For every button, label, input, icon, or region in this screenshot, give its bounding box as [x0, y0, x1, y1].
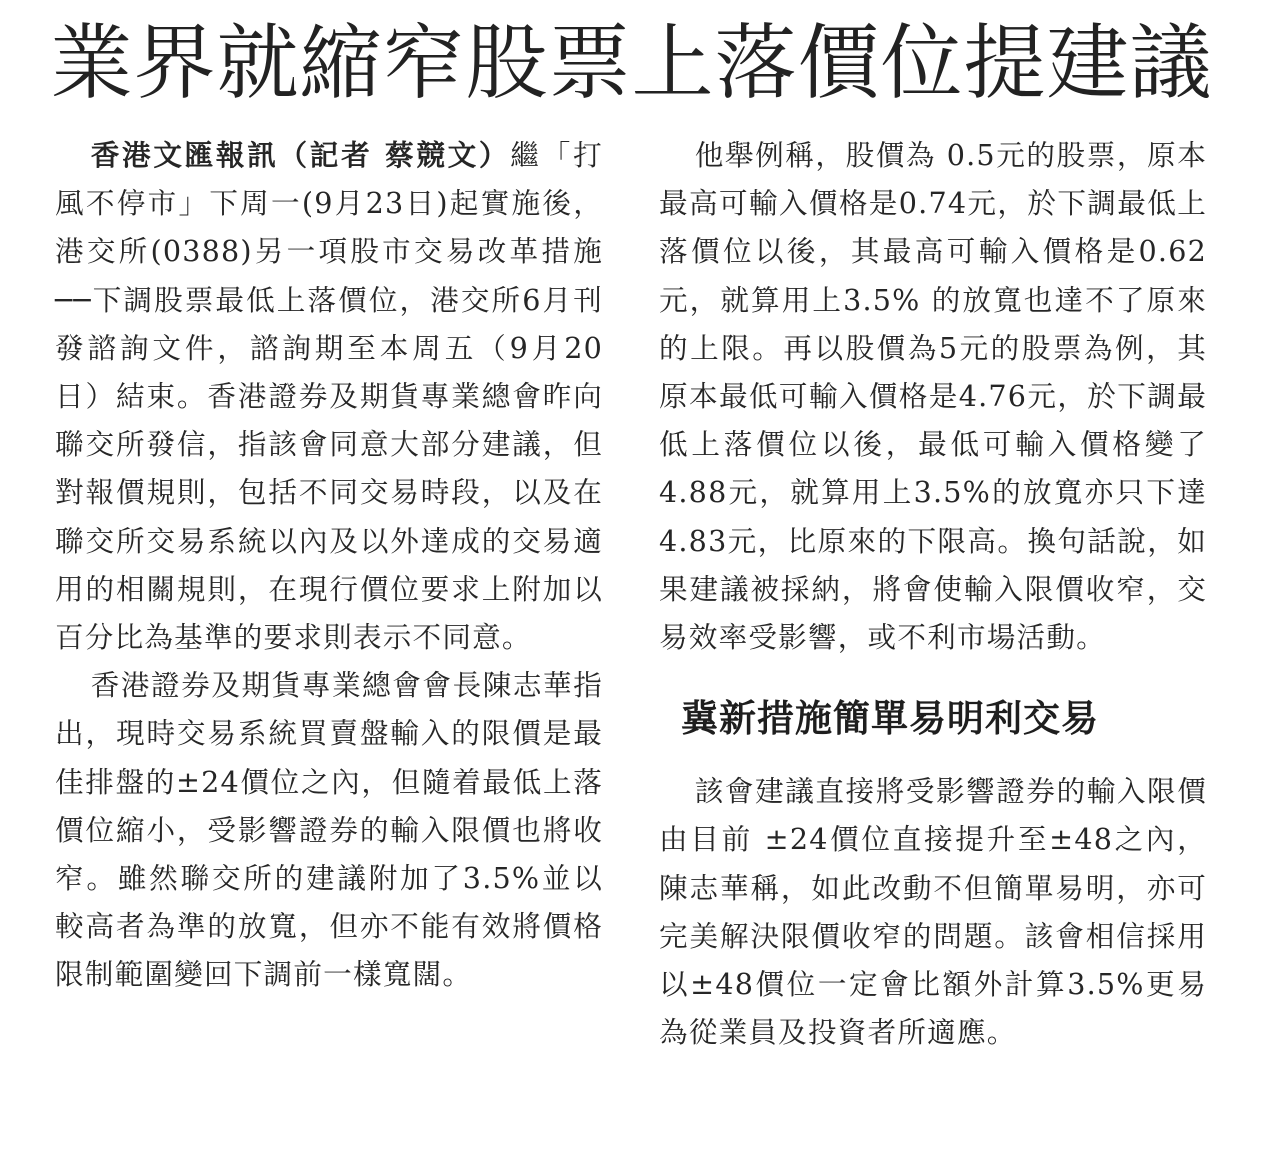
section-subheading: 冀新措施簡單易明利交易 — [681, 697, 1099, 741]
byline: 香港文匯報訊（記者 蔡競文） — [90, 138, 511, 172]
article-paragraph — [55, 131, 603, 661]
article-paragraph: 香港證券及期貨專業總會會長陳志華指出，現時交易系統買賣盤輸入的限價是最佳排盤的±24價位之內，但隨着最低上落價位縮小，受影響證券的輸入限價也將收窄。雖然聯交所的建議附加了3.5%並以較高者為準的放寬，但亦不能有效將價格限制範圍變回下調前一樣寬闊。 — [55, 668, 603, 992]
article-column-right — [659, 131, 1207, 1056]
article-column-left — [55, 131, 603, 999]
paragraph-body: 繼「打風不停市」下周一(9月23日)起實施後，港交所(0388)另一項股市交易改革措施──下調股票最低上落價位，港交所6月刊發諮詢文件，諮詢期至本周五（9月20日）結束。香港證券及期貨專業總會昨向聯交所發信，指該會同意大部分建議，但對報價規則，包括不同交易時段，以及在聯交所交易系統以內及以外達成的交易適用的相關規則，在現行價位要求上附加以百分比為基準的要求則表示不同意。 — [55, 138, 603, 655]
article-paragraph: 該會建議直接將受影響證券的輸入限價由目前 ±24價位直接提升至±48之內，陳志華稱，如此改動不但簡單易明，亦可完美解決限價收窄的問題。該會相信採用以±48價位一定會比額外計算3.5%更易為從業員及投資者所適應。 — [659, 774, 1207, 1050]
article-paragraph: 他舉例稱，股價為 0.5元的股票，原本最高可輸入價格是0.74元，於下調最低上落價位以後，其最高可輸入價格是0.62元，就算用上3.5% 的放寬也達不了原來的上限。再以股價為5元的股票為例，其原本最低可輸入價格是4.76元，於下調最低上落價位以後，最低可輸入價格變了4.88元，就算用上3.5%的放寬亦只下達4.83元，比原來的下限高。換句話說，如果建議被採納，將會使輸入限價收窄，交易效率受影響，或不利市場活動。 — [659, 138, 1207, 655]
article-headline: 業界就縮窄股票上落價位提建議 — [50, 16, 1213, 111]
